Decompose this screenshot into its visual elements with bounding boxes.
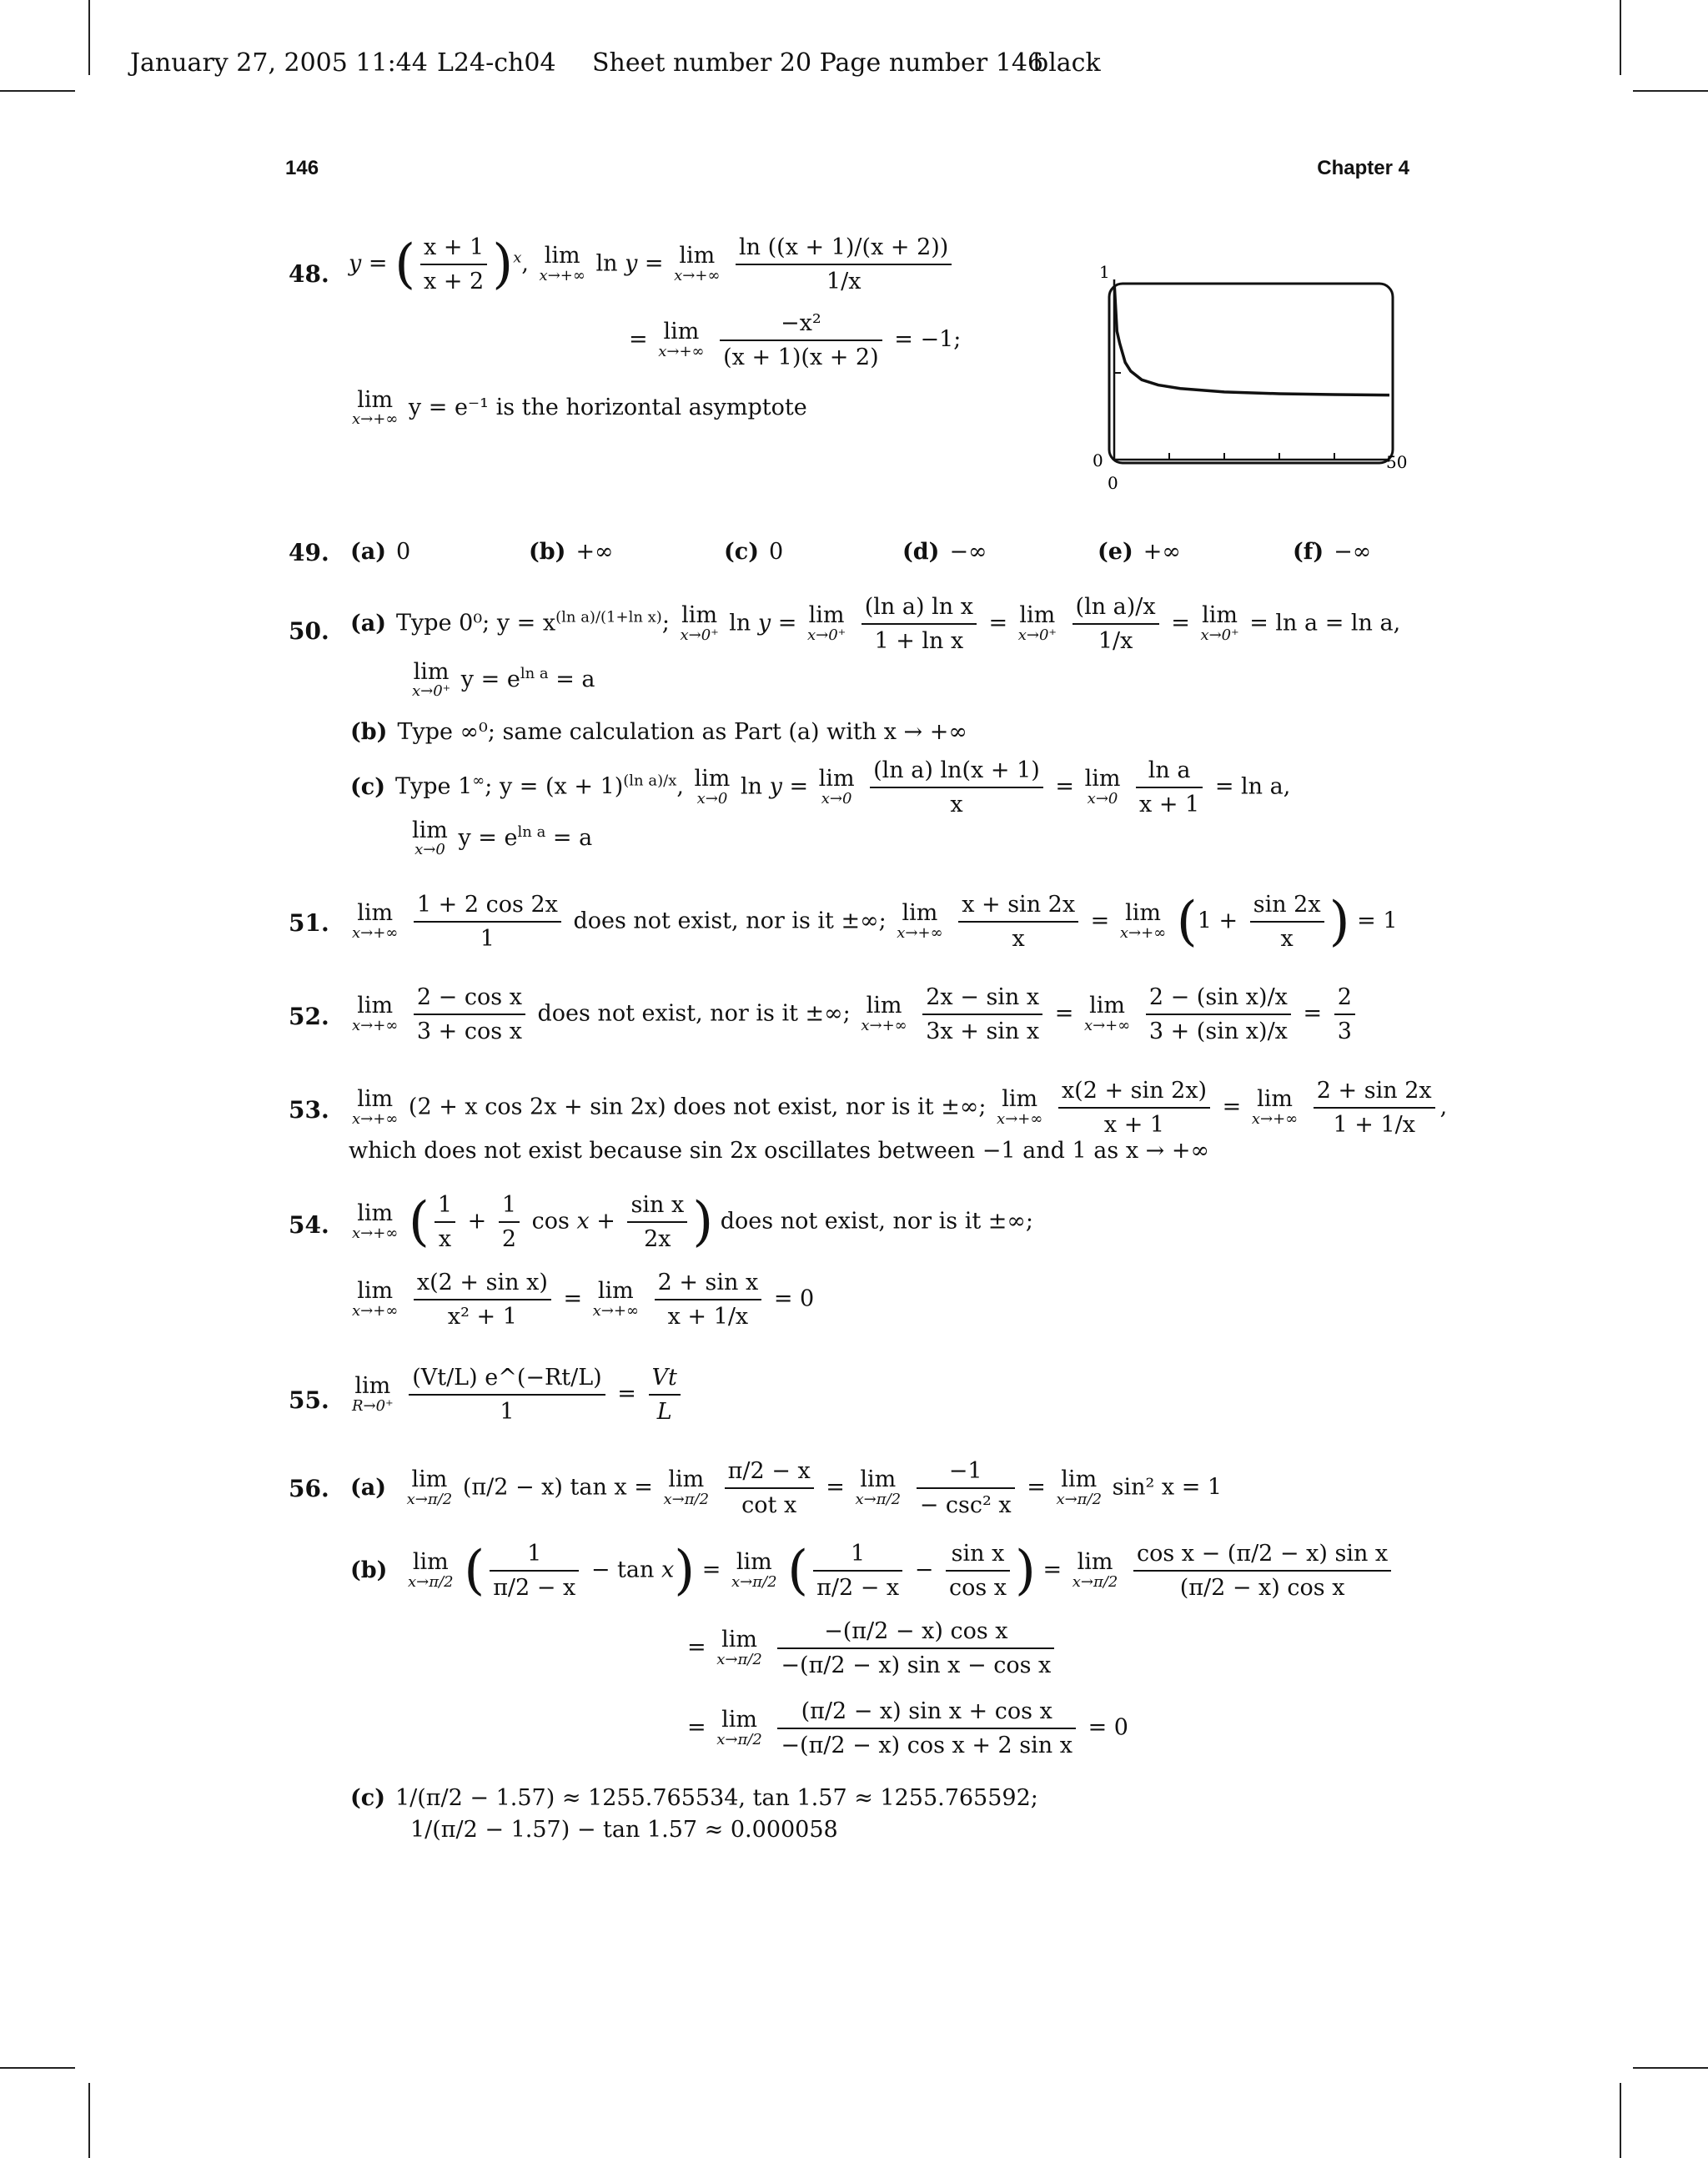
limit-operator: lim x→+∞ [1119,900,1167,942]
fraction: $\frac{\text{(π/2 − x) sin x + cos x}}{\text{−(π/2 − x) cos x + 2 sin x}}$ [777,1698,1076,1758]
limit-operator: lim x→0 [694,766,731,807]
fraction: $\frac{1}{2}$ [499,1192,520,1252]
problem-53-number: 53. [289,1096,329,1124]
limit-operator: lim x→π/2 [1072,1549,1118,1591]
tick-label-y-bottom: 0 [1093,450,1103,470]
fraction: $\frac{2 + \sin 2x}{1 + 1/x}$ [1314,1078,1435,1138]
fraction: $\frac{\sin 2x}{x}$ [1250,892,1324,952]
tick-label-y-top: 1 [1099,262,1110,282]
limit-operator: lim x→0 [412,817,448,859]
limit-operator: lim x→π/2 [408,1549,454,1591]
page-number: 146 [285,157,319,179]
limit-operator: lim x→+∞ [539,243,585,284]
problem-48-asymptote: lim x→+∞ y = e⁻¹ is the horizontal asymptote [352,387,807,429]
crop-mark [1633,2067,1708,2069]
limit-operator: lim x→0 [1084,766,1121,807]
problem-56-b-line1: (b) lim x→π/2 ( $\frac{1}{\pi/2 - x}$ − tan x) = lim x→π/2 ( $\frac{1}{\pi/2 - x}$ − $\frac{\text{sin x}}{\text{cos x}}$ ) = lim x→π/2 $\frac{\text{cos x − (π/2 − x) sin x}}{\text{(π/2 − x) cos x}}$ [350,1540,1396,1602]
limit-operator: lim x→+∞ [897,900,943,942]
limit-operator: lim x→+∞ [674,243,721,284]
problem-50-a-line2: lim x→0⁺ $y = e^{ln a} = a$ [412,659,595,701]
problem-48-line1: y = ( $\frac{x + 1}{x + 2}$ )$^x$, lim x→+∞ ln y = lim x→+∞ $\frac{\ln ((x + 1)/(x + 2))}{1/x}$ [349,234,957,295]
limit-operator: lim x→0⁺ [680,602,719,644]
header-sheet: Sheet number 20 Page number 146 [592,48,1044,78]
problem-48-line2: = lim x→+∞ $\frac{\text{−x²}}{(x + 1)(x + 2)}$ = −1; [629,310,962,370]
crop-mark [1633,90,1708,92]
series-line [1114,286,1389,395]
crop-mark [1620,2083,1621,2158]
limit-operator: lim x→π/2 [716,1707,762,1748]
problem-55-line: lim R→0⁺ $\frac{(Vt/L) e\^{}(-Rt/L)}{1}$ = $\frac{Vt}{L}$ [349,1365,686,1425]
limit-operator: lim x→+∞ [352,900,399,942]
problem-56-a: (a) lim x→π/2 (π/2 − x) tan x = lim x→π/2 $\frac{\pi/2 - x}{\text{cot x}}$ = lim x→π/2 $\frac{-1}{\text{− csc² x}}$ = lim x→π/2 sin² x = 1 [350,1458,1223,1518]
limit-operator: lim x→+∞ [997,1086,1043,1128]
fraction: $\frac{\text{2 + sin x}}{x + 1/x}$ [655,1270,762,1330]
problem-55-number: 55. [289,1386,329,1414]
limit-operator: lim x→0 [818,766,855,807]
fraction: $\frac{1}{x}$ [435,1192,455,1252]
tick-label-x-left: 0 [1108,473,1118,492]
problem-49-b: (b) +∞ [529,539,614,565]
fraction: $\frac{\text{−(π/2 − x) cos x}}{\text{−(π/2 − x) sin x − cos x}}$ [777,1618,1054,1678]
problem-54-line1: lim x→+∞ ( $\frac{1}{x}$ + $\frac{1}{2}$ cos x + $\frac{\text{sin x}}{2x}$ ) does not exist, nor is it ±∞; [352,1191,1033,1253]
limit-operator: lim x→+∞ [352,1200,399,1242]
problem-48-number: 48. [289,260,329,288]
problem-49-a: (a) 0 [350,539,411,565]
fraction: $\frac{1}{\pi/2 - x}$ [490,1541,579,1601]
limit-operator: lim x→π/2 [406,1466,453,1508]
fraction: $\frac{\text{sin x}}{2x}$ [627,1192,687,1252]
fraction: $\frac{(Vt/L) e\^{}(-Rt/L)}{1}$ [409,1365,605,1425]
limit-operator: lim x→π/2 [1056,1466,1103,1508]
fraction: $\frac{1 + 2 \cos 2x}{1}$ [414,892,561,952]
problem-49-d: (d) −∞ [902,539,987,565]
limit-operator: lim x→+∞ [1251,1086,1299,1128]
fraction: $\frac{1}{\pi/2 - x}$ [813,1541,902,1601]
limit-operator: lim x→0⁺ [1017,602,1057,644]
fraction: $\frac{Vt}{L}$ [649,1365,681,1425]
fraction: $\frac{\text{−x²}}{(x + 1)(x + 2)}$ [720,310,882,370]
crop-mark [0,2067,75,2069]
problem-50-b: (b) Type ∞⁰; same calculation as Part (a) with x → +∞ [350,719,967,745]
problem-53-line1: lim x→+∞ (2 + x cos 2x + sin 2x) does not exist, nor is it ±∞; lim x→+∞ $\frac{x(2 + \sin 2x)}{x + 1}$ = lim x→+∞ $\frac{2 + \sin 2x}{1 + 1/x}$ , [352,1078,1448,1138]
fraction: $\frac{\text{x(2 + sin x)}}{\text{x² + 1}}$ [414,1270,551,1330]
limit-operator: lim x→+∞ [592,1278,639,1320]
fraction: $\frac{\text{2 − (sin x)/x}}{\text{3 + (sin x)/x}}$ [1146,984,1291,1044]
limit-operator: lim R→0⁺ [352,1373,394,1415]
fraction: $\frac{x + \sin 2x}{x}$ [958,892,1078,952]
problem-50-a-line1: (a) Type 0⁰; $y = x^{(ln a)/(1+ln x)}$; lim x→0⁺ ln y = lim x→0⁺ $\frac{\text{(ln a) ln x}}{\text{1 + ln x}}$ = lim x→0⁺ $\frac{\text{(ln a)/x}}{1/x}$ = lim x→0⁺ = ln a = ln a, [350,594,1401,654]
problem-56-c-line1: (c) 1/(π/2 − 1.57) ≈ 1255.765534, tan 1.57 ≈ 1255.765592; [350,1785,1038,1811]
header-date: January 27, 2005 11:44 [130,48,428,78]
fraction: $\frac{\text{2x − sin x}}{\text{3x + sin x}}$ [922,984,1042,1044]
problem-50-number: 50. [289,617,329,645]
problem-54-number: 54. [289,1211,329,1239]
problem-56-b-line2: = lim x→π/2 $\frac{\text{−(π/2 − x) cos x}}{\text{−(π/2 − x) sin x − cos x}}$ [687,1618,1059,1678]
problem-50-c-line1: (c) Type 1∞; $y = (x + 1)^{(ln a)/x}$, lim x→0 ln y = lim x→0 $\frac{\text{(ln a) ln(x + 1)}}{x}$ = lim x→0 $\frac{\text{ln a}}{x + 1}$ = ln a, [350,757,1291,817]
fraction: $\frac{\pi/2 - x}{\text{cot x}}$ [725,1458,814,1518]
problem-51-line: lim x→+∞ $\frac{1 + 2 \cos 2x}{1}$ does not exist, nor is it ±∞; lim x→+∞ $\frac{x + \sin 2x}{x}$ = lim x→+∞ (1 + $\frac{\sin 2x}{x}$ ) = 1 [352,891,1398,953]
problem-52-line: lim x→+∞ $\frac{\text{2 − cos x}}{\text{3 + cos x}}$ does not exist, nor is it ±∞; lim x→+∞ $\frac{\text{2x − sin x}}{\text{3x + sin x}}$ = lim x→+∞ $\frac{\text{2 − (sin x)/x}}{\text{3 + (sin x)/x}}$ = $\frac{2}{3}$ [349,984,1360,1044]
fraction: $\frac{\ln ((x + 1)/(x + 2))}{1/x}$ [736,234,952,294]
problem-56-number: 56. [289,1475,329,1502]
crop-mark [88,2083,90,2158]
limit-operator: lim x→π/2 [663,1466,710,1508]
frac-num: x + 1 [420,234,487,265]
problem-52-number: 52. [289,1003,329,1030]
limit-operator: lim x→0⁺ [412,659,451,701]
crop-mark [88,0,90,75]
fraction: $\frac{\text{(ln a) ln(x + 1)}}{x}$ [870,757,1043,817]
problem-51-number: 51. [289,909,329,937]
tick-label-x-right: 50 [1386,452,1408,472]
limit-operator: lim x→+∞ [352,1086,399,1128]
limit-operator: lim x→+∞ [658,319,705,360]
limit-operator: lim x→π/2 [855,1466,902,1508]
fraction: $\frac{\text{(ln a) ln x}}{\text{1 + ln x}}$ [862,594,977,654]
limit-operator: lim x→0⁺ [806,602,846,644]
problem-49-c: (c) 0 [724,539,784,565]
fraction: $\frac{\text{ln a}}{x + 1}$ [1136,757,1203,817]
fraction: $\frac{2}{3}$ [1334,984,1355,1044]
fraction: $\frac{\text{(ln a)/x}}{1/x}$ [1073,594,1159,654]
asymptote-graph [1093,254,1418,492]
fraction [420,234,487,294]
graph-frame [1109,284,1393,463]
fraction: $\frac{x(2 + \sin 2x)}{x + 1}$ [1058,1078,1210,1138]
chapter-title: Chapter 4 [1317,157,1409,179]
problem-49-e: (e) +∞ [1098,539,1181,565]
problem-50-c-line2: lim x→0 $y = e^{ln a} = a$ [412,817,593,859]
crop-mark [1620,0,1621,75]
crop-mark [0,90,75,92]
limit-operator: lim x→π/2 [716,1627,762,1668]
problem-54-line2: lim x→+∞ $\frac{\text{x(2 + sin x)}}{\text{x² + 1}}$ = lim x→+∞ $\frac{\text{2 + sin x}}{x + 1/x}$ = 0 [352,1270,815,1330]
fraction: $\frac{-1}{\text{− csc² x}}$ [917,1458,1015,1518]
problem-56-b-line3: = lim x→π/2 $\frac{\text{(π/2 − x) sin x + cos x}}{\text{−(π/2 − x) cos x + 2 sin x}}$ = 0 [687,1698,1128,1758]
frac-den: x + 2 [424,269,485,294]
problem-49-number: 49. [289,539,329,566]
limit-operator: lim x→+∞ [352,387,399,429]
limit-operator: lim x→+∞ [352,1278,399,1320]
header-color: black [1032,48,1101,78]
problem-53-line2: which does not exist because sin 2x oscillates between −1 and 1 as x → +∞ [349,1138,1209,1164]
header-file: L24-ch04 [437,48,556,78]
fraction: $\frac{\text{2 − cos x}}{\text{3 + cos x}}$ [414,984,525,1044]
limit-operator: lim x→+∞ [861,993,907,1034]
limit-operator: lim x→+∞ [352,993,399,1034]
fraction: $\frac{\text{sin x}}{\text{cos x}}$ [946,1541,1010,1601]
fraction: $\frac{\text{cos x − (π/2 − x) sin x}}{\text{(π/2 − x) cos x}}$ [1133,1541,1391,1601]
limit-operator: lim x→+∞ [1083,993,1131,1034]
problem-56-c-line2: 1/(π/2 − 1.57) − tan 1.57 ≈ 0.000058 [410,1817,838,1843]
limit-operator: lim x→0⁺ [1200,602,1239,644]
problem-49-f: (f) −∞ [1293,539,1372,565]
limit-operator: lim x→π/2 [731,1549,777,1591]
